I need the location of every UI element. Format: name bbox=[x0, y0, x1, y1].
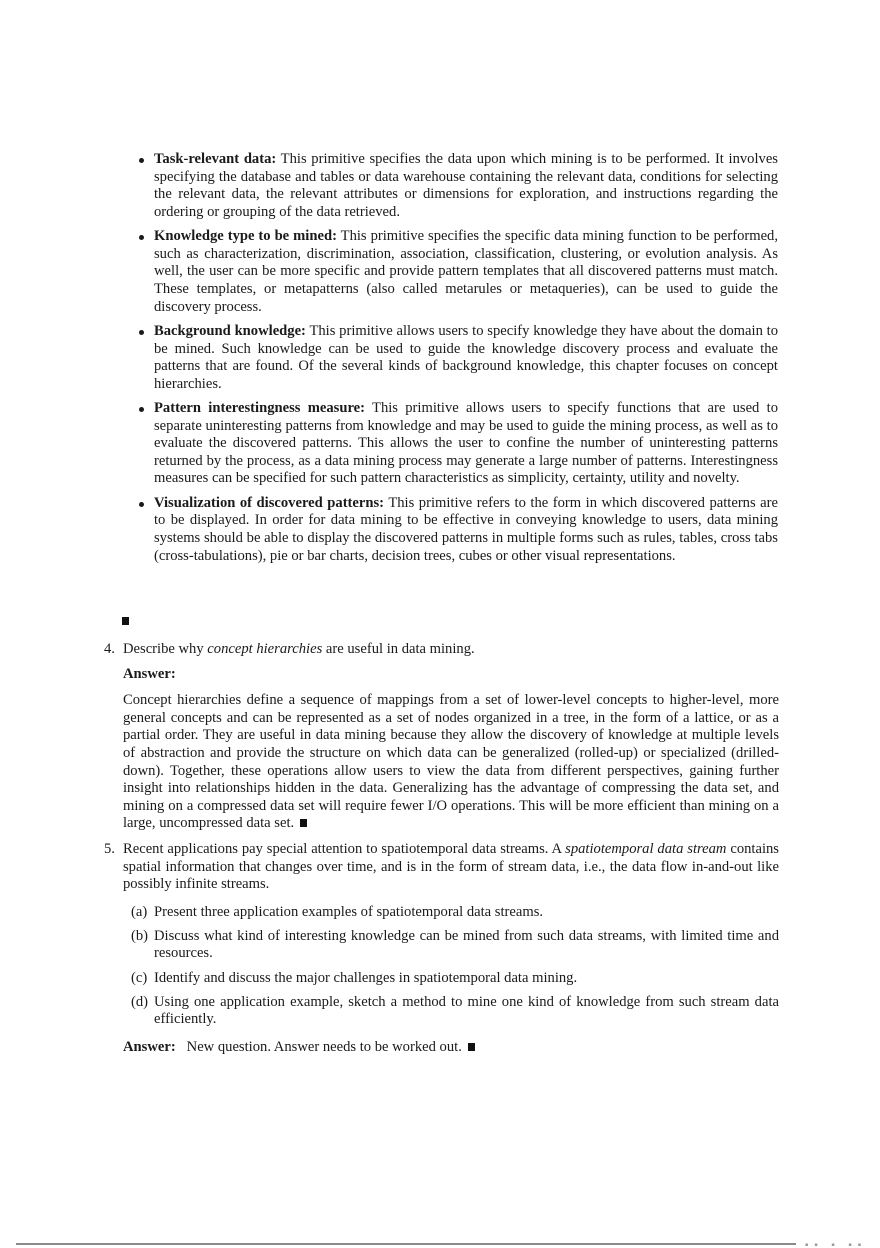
list-item: (b) Discuss what kind of interesting knowledge can be mined from such data streams, with limited time and resources. bbox=[131, 927, 779, 962]
list-item bbox=[137, 400, 778, 488]
list-item bbox=[137, 151, 778, 221]
bullet-icon bbox=[139, 407, 144, 412]
term: Knowledge type to be mined: bbox=[154, 228, 337, 245]
question-number: 4. bbox=[104, 641, 115, 657]
bullet-icon bbox=[139, 235, 144, 240]
emphasis: concept hierarchies bbox=[207, 641, 323, 657]
answer-label: Answer: bbox=[123, 1038, 176, 1055]
question-4 bbox=[104, 641, 779, 833]
definition: This primitive specifies the specific data mining function to be performed, such as characterization, discrimination, association, classification, clustering, or evolution analysis. As well, the user can be more specific and provide pattern templates that all discovered patterns must match. These templates, or metapatterns (also called metarules or metaqueries), can be used to guide the discovery process. bbox=[154, 228, 778, 315]
term: Visualization of discovered patterns: bbox=[154, 494, 385, 511]
emphasis: spatiotemporal data stream bbox=[565, 841, 727, 857]
question-number: 5. bbox=[104, 841, 115, 857]
list-item bbox=[137, 228, 778, 316]
term: Pattern interestingness measure: bbox=[154, 400, 365, 417]
footer-rule bbox=[16, 1243, 796, 1245]
definition: This primitive specifies the data upon which mining is to be performed. It involves specifying the database and tables or data warehouse containing the relevant data, conditions for selecting the relevant data, the relevant attributes or dimensions for exploration, and instructions regarding the ordering or grouping of the data retrieved. bbox=[154, 151, 778, 220]
answer bbox=[123, 1039, 779, 1057]
list-item: (d) Using one application example, sketch a method to mine one kind of knowledge from such stream data efficiently. bbox=[131, 993, 779, 1028]
term: Task-relevant data: bbox=[154, 151, 277, 167]
list-item bbox=[137, 323, 778, 393]
qed-icon bbox=[122, 617, 129, 625]
bullet-icon bbox=[139, 158, 144, 163]
footer-marks: ▪▪ ▪ ▪▪ bbox=[805, 1242, 868, 1248]
primitives-list bbox=[137, 151, 778, 572]
bullet-icon bbox=[139, 330, 144, 335]
list-item: (c) Identify and discuss the major challenges in spatiotemporal data mining. bbox=[131, 969, 578, 986]
subquestion-list bbox=[123, 904, 779, 1029]
list-item: (a) Present three application examples of spatiotemporal data streams. bbox=[131, 903, 544, 920]
definition: This primitive allows users to specify knowledge they have about the domain to be mined. Such knowledge can be used to guide the knowledge discovery process and evaluate the patterns that are found. Of the several kinds of background knowledge, this chapter focuses on concept hierarchies. bbox=[154, 322, 779, 392]
answer-text: Concept hierarchies define a sequence of mappings from a set of lower-level concepts to higher-level, more general concepts and can be represented as a set of nodes organized in a tree, in the form of a lattice, or as a partial order. They are useful in data mining because they allow the discovery of knowledge at multiple levels of abstraction and provide the structure on which data can be generalized (rolled-up) or specialized (drilled-down). Together, these operations allow users to view the data from different perspectives, gaining further insight into relationships hidden in the data. Generalizing has the advantage of compressing the data set, and mining on a compressed data set will require fewer I/O operations. This will be more efficient than mining on a large, uncompressed data set. bbox=[123, 692, 779, 832]
question-prompt: Describe why concept hierarchies are useful in data mining. bbox=[123, 641, 475, 657]
term: Background knowledge: bbox=[154, 322, 306, 339]
definition: This primitive allows users to specify functions that are used to separate uninteresting patterns from knowledge and may be used to guide the mining process, as well as to evaluate the discovered patterns. This allows the user to confine the number of uninteresting patterns returned by the process, as a data mining process may generate a large number of patterns. Interestingness measures can be specified for such pattern characteristics as simplicity, certainty, utility and novelty. bbox=[154, 400, 778, 487]
qed-icon bbox=[468, 1043, 475, 1051]
question-5 bbox=[104, 841, 779, 1056]
qed-icon bbox=[300, 819, 307, 827]
definition: This primitive refers to the form in which discovered patterns are to be displayed. In order for data mining to be effective in conveying knowledge to users, data mining systems should be able to display the discovered patterns in multiple forms such as rules, tables, cross tabs (cross-tabulations), pie or bar charts, decision trees, cubes or other visual representations. bbox=[154, 494, 778, 564]
question-prompt: Recent applications pay special attention to spatiotemporal data streams. A spatiotemporal data stream contains spatial information that changes over time, and is in the form of stream data, i.e., the data flow in-and-out like possibly infinite streams. bbox=[123, 841, 779, 893]
answer-text: New question. Answer needs to be worked out. bbox=[186, 1038, 462, 1055]
bullet-icon bbox=[139, 502, 144, 507]
list-item bbox=[137, 495, 778, 565]
answer-label: Answer: bbox=[123, 665, 176, 682]
